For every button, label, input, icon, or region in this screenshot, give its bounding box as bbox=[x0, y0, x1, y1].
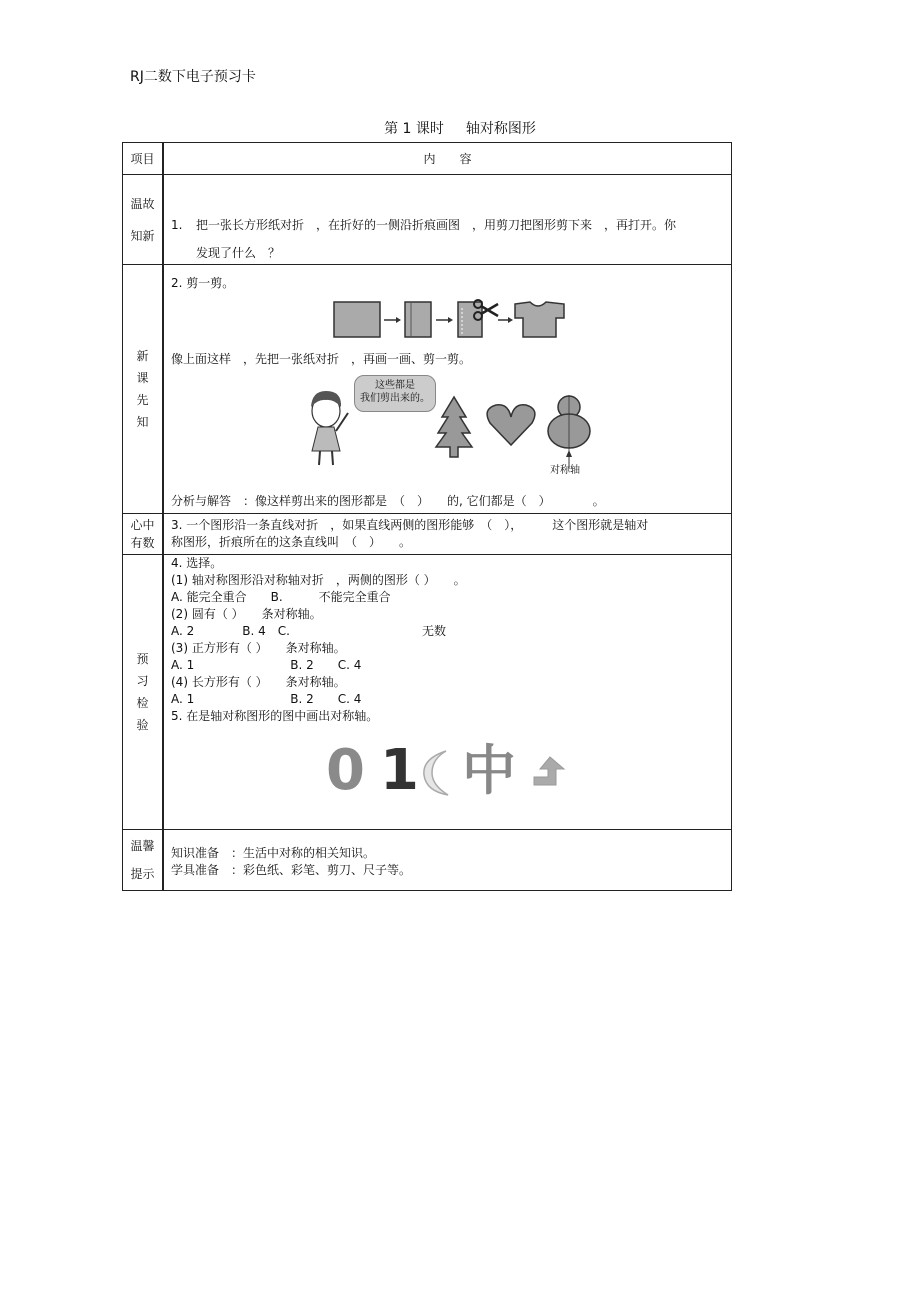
label-line: 有数 bbox=[130, 536, 155, 550]
cutting-steps-illustration bbox=[332, 298, 570, 340]
col-header-item: 项目 bbox=[123, 143, 164, 175]
q3-line2: 称图形，折痕所在的这条直线叫 （ ） 。 bbox=[171, 535, 412, 549]
row-check bbox=[123, 555, 732, 830]
bubble-line: 我们剪出来的。 bbox=[360, 393, 430, 404]
glyph-one: 1 bbox=[380, 738, 419, 803]
analysis-text: 分析与解答 ：像这样剪出来的图形都是 （ ） 的, 它们都是（ ） 。 bbox=[171, 494, 605, 508]
label-line: 知新 bbox=[130, 228, 155, 243]
q3-line1: 3. 一个图形沿一条直线对折 ，如果直线两侧的图形能够 （ ）， 这个图形就是轴对 bbox=[171, 518, 649, 532]
row-content-review bbox=[163, 175, 732, 265]
check-line: A. 能完全重合 B. 不能完全重合 bbox=[171, 590, 391, 604]
row-label-heart bbox=[123, 514, 164, 555]
check-line: (1) 轴对称图形沿对称轴对折 ，两侧的图形（ ） 。 bbox=[171, 573, 466, 587]
lesson-title bbox=[0, 118, 920, 138]
row-label-check bbox=[123, 555, 164, 830]
preview-card-table bbox=[122, 142, 732, 891]
check-line: (4) 长方形有（ ） 条对称轴。 bbox=[171, 675, 346, 689]
row-new bbox=[123, 265, 732, 514]
turn-arrow-icon bbox=[528, 755, 568, 789]
check-line: A. 2 B. 4 C. 无数 bbox=[171, 624, 446, 638]
label-line: 心中 bbox=[130, 518, 155, 532]
steps-text: 像上面这样 ，先把一张纸对折 ，再画一画、剪一剪。 bbox=[171, 352, 472, 366]
bubble-line: 这些都是 bbox=[375, 380, 415, 391]
q1-line2: 发现了什么 ？ bbox=[196, 246, 281, 260]
check-line: A. 1 B. 2 C. 4 bbox=[171, 692, 362, 706]
label-line: 新 bbox=[136, 349, 149, 363]
label-line: 预 bbox=[136, 652, 149, 666]
label-line: 习 bbox=[136, 674, 149, 688]
glyph-zero: 0 bbox=[326, 738, 365, 803]
speech-bubble bbox=[354, 375, 436, 412]
page-header: RJ二数下电子预习卡 bbox=[130, 69, 256, 85]
table-header-row bbox=[123, 143, 732, 175]
label-line: 课 bbox=[136, 371, 149, 385]
row-label-review bbox=[123, 175, 164, 265]
row-content-tips bbox=[163, 830, 732, 891]
label-line: 检 bbox=[136, 696, 149, 710]
label-line: 先 bbox=[136, 393, 149, 407]
q1-line1: 把一张长方形纸对折 ，在折好的一侧沿折痕画图 ，用剪刀把图形剪下来 ，再打开。你 bbox=[196, 218, 677, 232]
check-questions bbox=[171, 555, 466, 725]
row-review bbox=[123, 175, 732, 265]
check-line: (2) 圆有（ ） 条对称轴。 bbox=[171, 607, 322, 621]
label-line: 温故 bbox=[130, 196, 155, 211]
row-content-heart bbox=[163, 514, 732, 555]
check-line: 5. 在是轴对称图形的图中画出对称轴。 bbox=[171, 709, 379, 723]
tips-line2: 学具准备 ：彩色纸、彩笔、剪刀、尺子等。 bbox=[171, 863, 412, 877]
crescent-moon-icon bbox=[418, 749, 454, 797]
glyph-zhong: 中 bbox=[462, 739, 516, 802]
tree-shape bbox=[436, 397, 472, 457]
check-line: A. 1 B. 2 C. 4 bbox=[171, 658, 362, 672]
row-heart bbox=[123, 514, 732, 555]
label-line: 温馨 bbox=[130, 839, 155, 853]
check-line: 4. 选择。 bbox=[171, 556, 223, 570]
q1-number: 1. bbox=[171, 218, 183, 232]
gourd-shape bbox=[548, 395, 590, 469]
tips-line1: 知识准备 ：生活中对称的相关知识。 bbox=[171, 846, 376, 860]
row-content-check bbox=[163, 555, 732, 830]
q2-title: 2. 剪一剪。 bbox=[171, 276, 235, 290]
axis-label: 对称轴 bbox=[550, 465, 580, 476]
lesson-number: 第 1 课时 bbox=[384, 121, 444, 137]
col-header-content: 内 容 bbox=[163, 143, 732, 175]
row-label-tips bbox=[123, 830, 164, 891]
row-tips bbox=[123, 830, 732, 891]
lesson-topic: 轴对称图形 bbox=[465, 121, 536, 137]
row-content-new bbox=[163, 265, 732, 514]
heart-shape bbox=[487, 405, 535, 445]
label-line: 知 bbox=[136, 415, 149, 429]
label-line: 提示 bbox=[130, 867, 155, 881]
row-label-new bbox=[123, 265, 164, 514]
check-line: (3) 正方形有（ ） 条对称轴。 bbox=[171, 641, 346, 655]
label-line: 验 bbox=[136, 718, 149, 732]
